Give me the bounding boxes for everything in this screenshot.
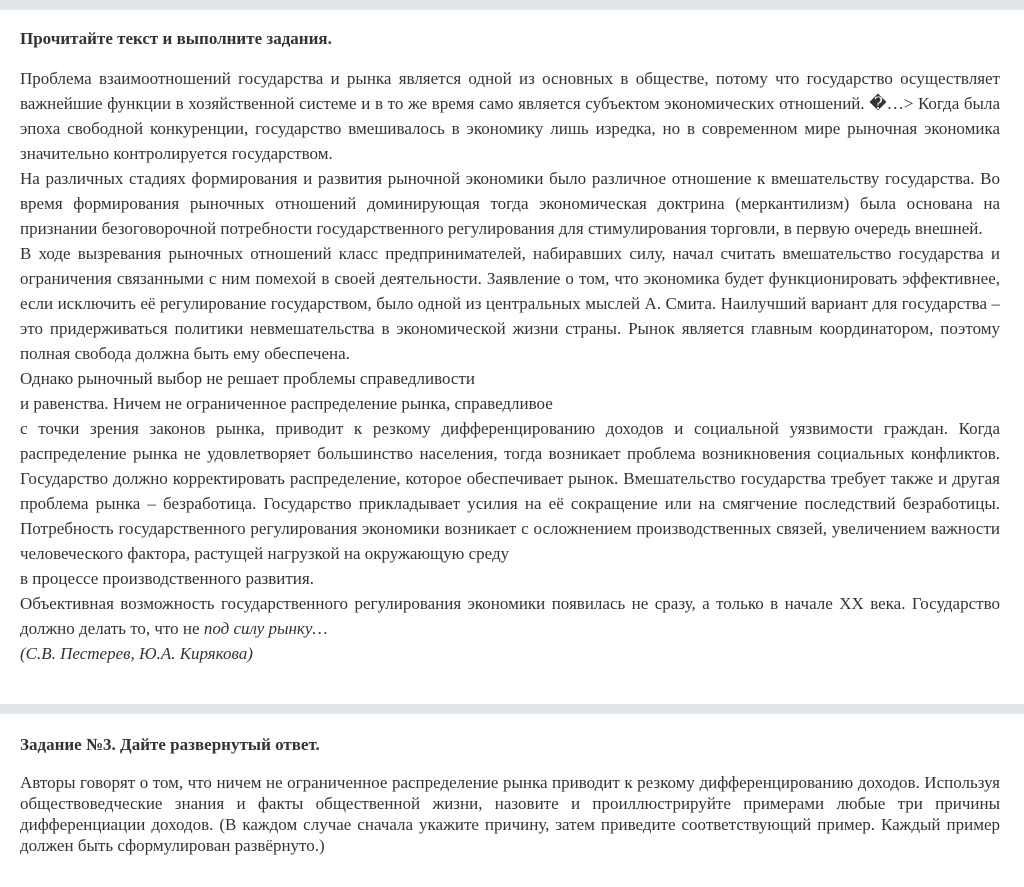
reading-heading: Прочитайте текст и выполните задания. xyxy=(20,29,332,48)
paragraph-2: На различных стадиях формирования и развития рыночной экономики было различное отношение к вмешательству государства. Во время формирования рыночных отношений доминирующая тогда экономическая доктрина (меркантилизм) была основана на признании безоговорочной потребности государственного регулирования для стимулирования торговли, в первую очередь внешней. xyxy=(20,169,1000,238)
reading-text-section xyxy=(20,26,1000,666)
task-text: Авторы говорят о том, что ничем не ограниченное распределение рынка приводит к резкому дифференцированию доходов. Используя обществоведческие знания и факты общественной жизни, назовите и проиллюстрируйте примерами любые три причины дифференциации доходов. (В каждом случае сначала укажите причину, затем приведите соответствующий пример. Каждый пример должен быть сформулирован развёрнуто.) xyxy=(20,773,1000,855)
task-section xyxy=(20,732,1000,856)
paragraph-4-line-1: Однако рыночный выбор не решает проблемы справедливости xyxy=(20,369,475,388)
paragraph-4-line-2: и равенства. Ничем не ограниченное распределение рынка, справедливое xyxy=(20,394,553,413)
paragraph-4-tail: в процессе производственного развития. xyxy=(20,569,314,588)
top-divider xyxy=(0,0,1024,10)
paragraph-1: Проблема взаимоотношений государства и рынка является одной из основных в обществе, потому что государство осуществляет важнейшие функции в хозяйственной системе и в то же время само является субъектом экономических отношений. �…> Когда была эпоха свободной конкуренции, государство вмешивалось в экономику лишь изредка, но в современном мире рыночная экономика значительно контролируется государством. xyxy=(20,69,1000,163)
section-divider xyxy=(0,704,1024,714)
paragraph-3: В ходе вызревания рыночных отношений класс предпринимателей, набиравших силу, начал считать вмешательство государства и ограничения связанными с ним помехой в своей деятельности. Заявление о том, что экономика будет функционировать эффективнее, если исключить её регулирование государством, было одной из центральных мыслей А. Смита. Наилучший вариант для государства – это придерживаться политики невмешательства в экономической жизни страны. Рынок является главным координатором, поэтому полная свобода должна быть ему обеспечена. xyxy=(20,244,1000,363)
paragraph-5-text: Объективная возможность государственного регулирования экономики появилась не сразу, а только в начале XX века. Государство должно делать то, что не xyxy=(20,594,1000,638)
paragraph-5-italic: под силу рынку… xyxy=(203,619,328,638)
paragraph-4-body: с точки зрения законов рынка, приводит к резкому дифференцированию доходов и социальной уязвимости граждан. Когда распределение рынка не удовлетворяет большинство населения, тогда возникает проблема возникновения социальных конфликтов. Государство должно корректировать распределение, которое обеспечивает рынок. Вмешательство государства требует также и другая проблема рынка – безработица. Государство прикладывает усилия на её сокращение или на смягчение последствий безработицы. Потребность государственного регулирования экономики возникает с осложнением производственных связей, увеличением важности человеческого фактора, растущей нагрузкой на окружающую среду xyxy=(20,419,1000,563)
text-author: (С.В. Пестерев, Ю.А. Кирякова) xyxy=(20,644,253,663)
task-heading: Задание №3. Дайте развернутый ответ. xyxy=(20,735,320,754)
paragraph-5 xyxy=(20,591,1000,641)
